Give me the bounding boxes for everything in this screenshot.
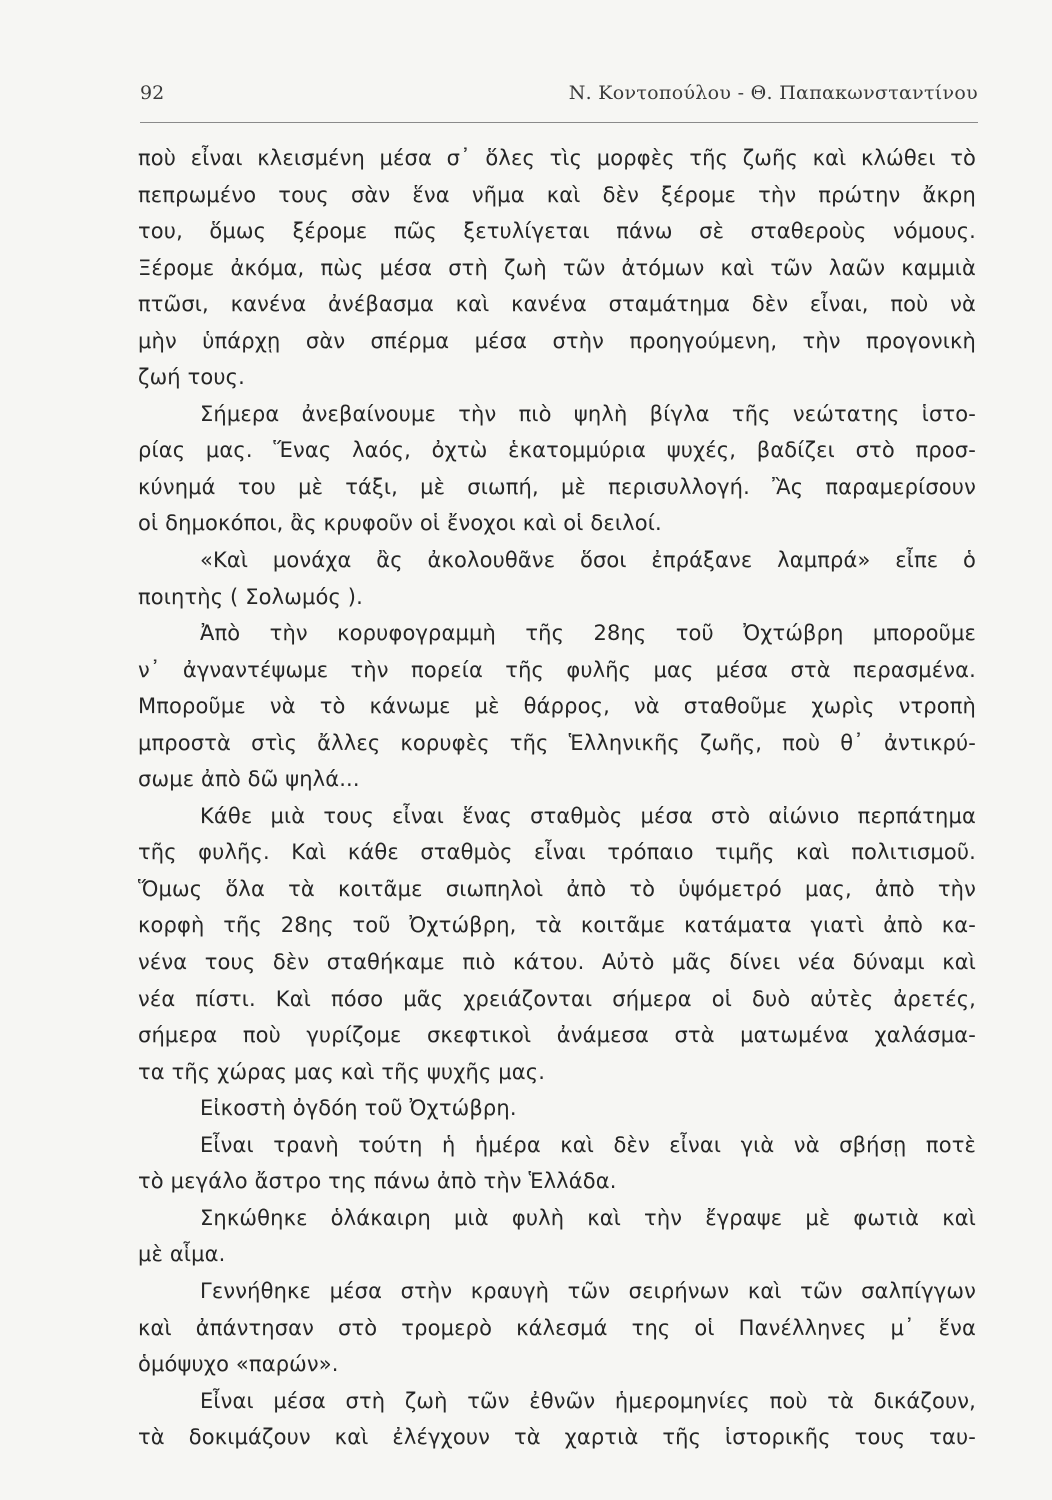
text-line: μὴν ὑπάρχῃ σὰν σπέρμα μέσα στὴν προηγούμενη, τὴν προγονικὴ [138, 328, 976, 353]
text-line: κύνημά του μὲ τάξι, μὲ σιωπή, μὲ περισυλλογή. Ἂς παραμερίσουν [138, 474, 976, 499]
text-line: οἱ δημοκόποι, ἂς κρυφοῦν οἱ ἔνοχοι καὶ οἱ δειλοί. [138, 511, 662, 536]
text-line: πεπρωμένο τους σὰν ἕνα νῆμα καὶ δὲν ξέρομε τὴν πρώτην ἄκρη [138, 182, 976, 207]
text-line: καὶ ἀπάντησαν στὸ τρομερὸ κάλεσμά της οἱ Πανέλληνες μ᾽ ἕνα [138, 1315, 976, 1340]
text-line: ρίας μας. Ἕνας λαός, ὀχτὼ ἑκατομμύρια ψυχές, βαδίζει στὸ προσ- [138, 438, 976, 463]
text-line: σωμε ἀπὸ δῶ ψηλά... [138, 767, 360, 792]
text-line: τὸ μεγάλο ἄστρο της πάνω ἀπὸ τὴν Ἑλλάδα. [138, 1169, 617, 1194]
text-line: Ὅμως ὅλα τὰ κοιτᾶμε σιωπηλοὶ ἀπὸ τὸ ὑψόμετρό μας, ἀπὸ τὴν [138, 876, 976, 901]
text-line: Εἶναι τρανὴ τούτη ἡ ἡμέρα καὶ δὲν εἶναι γιὰ νὰ σβήσῃ ποτὲ [200, 1132, 976, 1157]
text-line: Γεννήθηκε μέσα στὴν κραυγὴ τῶν σειρήνων καὶ τῶν σαλπίγγων [200, 1278, 976, 1303]
text-line: Σήμερα ἀνεβαίνουμε τὴν πιὸ ψηλὴ βίγλα τῆς νεώτατης ἱστο- [200, 401, 976, 426]
text-line: νένα τους δὲν σταθήκαμε πιὸ κάτου. Αὐτὸ μᾶς δίνει νέα δύναμι καὶ [138, 950, 976, 975]
text-line: Κάθε μιὰ τους εἶναι ἕνας σταθμὸς μέσα στὸ αἰώνιο περπάτημα [200, 803, 976, 828]
text-line: μπροστὰ στὶς ἄλλες κορυφὲς τῆς Ἑλληνικῆς ζωῆς, ποὺ θ᾽ ἀντικρύ- [138, 730, 976, 755]
body-text [138, 140, 976, 1456]
text-line: σήμερα ποὺ γυρίζομε σκεφτικοὶ ἀνάμεσα στὰ ματωμένα χαλάσμα- [138, 1023, 976, 1048]
text-line: ν᾽ ἀγναντέψωμε τὴν πορεία τῆς φυλῆς μας μέσα στὰ περασμένα. [138, 657, 976, 682]
text-line: τῆς φυλῆς. Καὶ κάθε σταθμὸς εἶναι τρόπαιο τιμῆς καὶ πολιτισμοῦ. [138, 840, 976, 865]
running-head: Ν. Κοντοπούλου - Θ. Παπακωνσταντίνου [568, 82, 978, 104]
text-line: Ξέρομε ἀκόμα, πὼς μέσα στὴ ζωὴ τῶν ἀτόμων καὶ τῶν λαῶν καμμιὰ [138, 255, 976, 280]
text-line: Μποροῦμε νὰ τὸ κάνωμε μὲ θάρρος, νὰ σταθοῦμε χωρὶς ντροπὴ [138, 694, 976, 719]
page-header [140, 82, 978, 116]
text-line: τα τῆς χώρας μας καὶ τῆς ψυχῆς μας. [138, 1059, 546, 1084]
text-line: ὁμόψυχο «παρών». [138, 1352, 339, 1377]
text-line: ποὺ εἶναι κλεισμένη μέσα σ᾽ ὅλες τὶς μορφὲς τῆς ζωῆς καὶ κλώθει τὸ [138, 146, 976, 170]
text-line: «Καὶ μονάχα ἂς ἀκολουθᾶνε ὅσοι ἐπράξανε λαμπρά» εἶπε ὁ [200, 548, 976, 573]
page-number: 92 [140, 82, 165, 104]
text-line: Εἰκοστὴ ὀγδόη τοῦ Ὀχτώβρη. [200, 1096, 517, 1121]
header-rule [140, 122, 978, 123]
text-line: Σηκώθηκε ὁλάκαιρη μιὰ φυλὴ καὶ τὴν ἔγραψε μὲ φωτιὰ καὶ [200, 1205, 976, 1230]
text-line: του, ὅμως ξέρομε πῶς ξετυλίγεται πάνω σὲ σταθεροὺς νόμους. [138, 219, 976, 244]
text-line: ζωή τους. [138, 365, 245, 390]
text-line: τὰ δοκιμάζουν καὶ ἐλέγχουν τὰ χαρτιὰ τῆς ἱστορικῆς τους ταυ- [138, 1425, 976, 1450]
text-line: πτῶσι, κανένα ἀνέβασμα καὶ κανένα σταμάτημα δὲν εἶναι, ποὺ νὰ [138, 292, 976, 317]
text-line: μὲ αἷμα. [138, 1242, 226, 1267]
text-line: ποιητὴς ( Σολωμός ). [138, 584, 363, 609]
text-line: κορφὴ τῆς 28ης τοῦ Ὀχτώβρη, τὰ κοιτᾶμε κατάματα γιατὶ ἀπὸ κα- [138, 913, 976, 938]
text-line: Εἶναι μέσα στὴ ζωὴ τῶν ἐθνῶν ἡμερομηνίες ποὺ τὰ δικάζουν, [200, 1388, 976, 1413]
text-line: νέα πίστι. Καὶ πόσο μᾶς χρειάζονται σήμερα οἱ δυὸ αὐτὲς ἀρετές, [138, 986, 976, 1011]
text-line: Ἀπὸ τὴν κορυφογραμμὴ τῆς 28ης τοῦ Ὀχτώβρη μποροῦμε [200, 621, 976, 646]
